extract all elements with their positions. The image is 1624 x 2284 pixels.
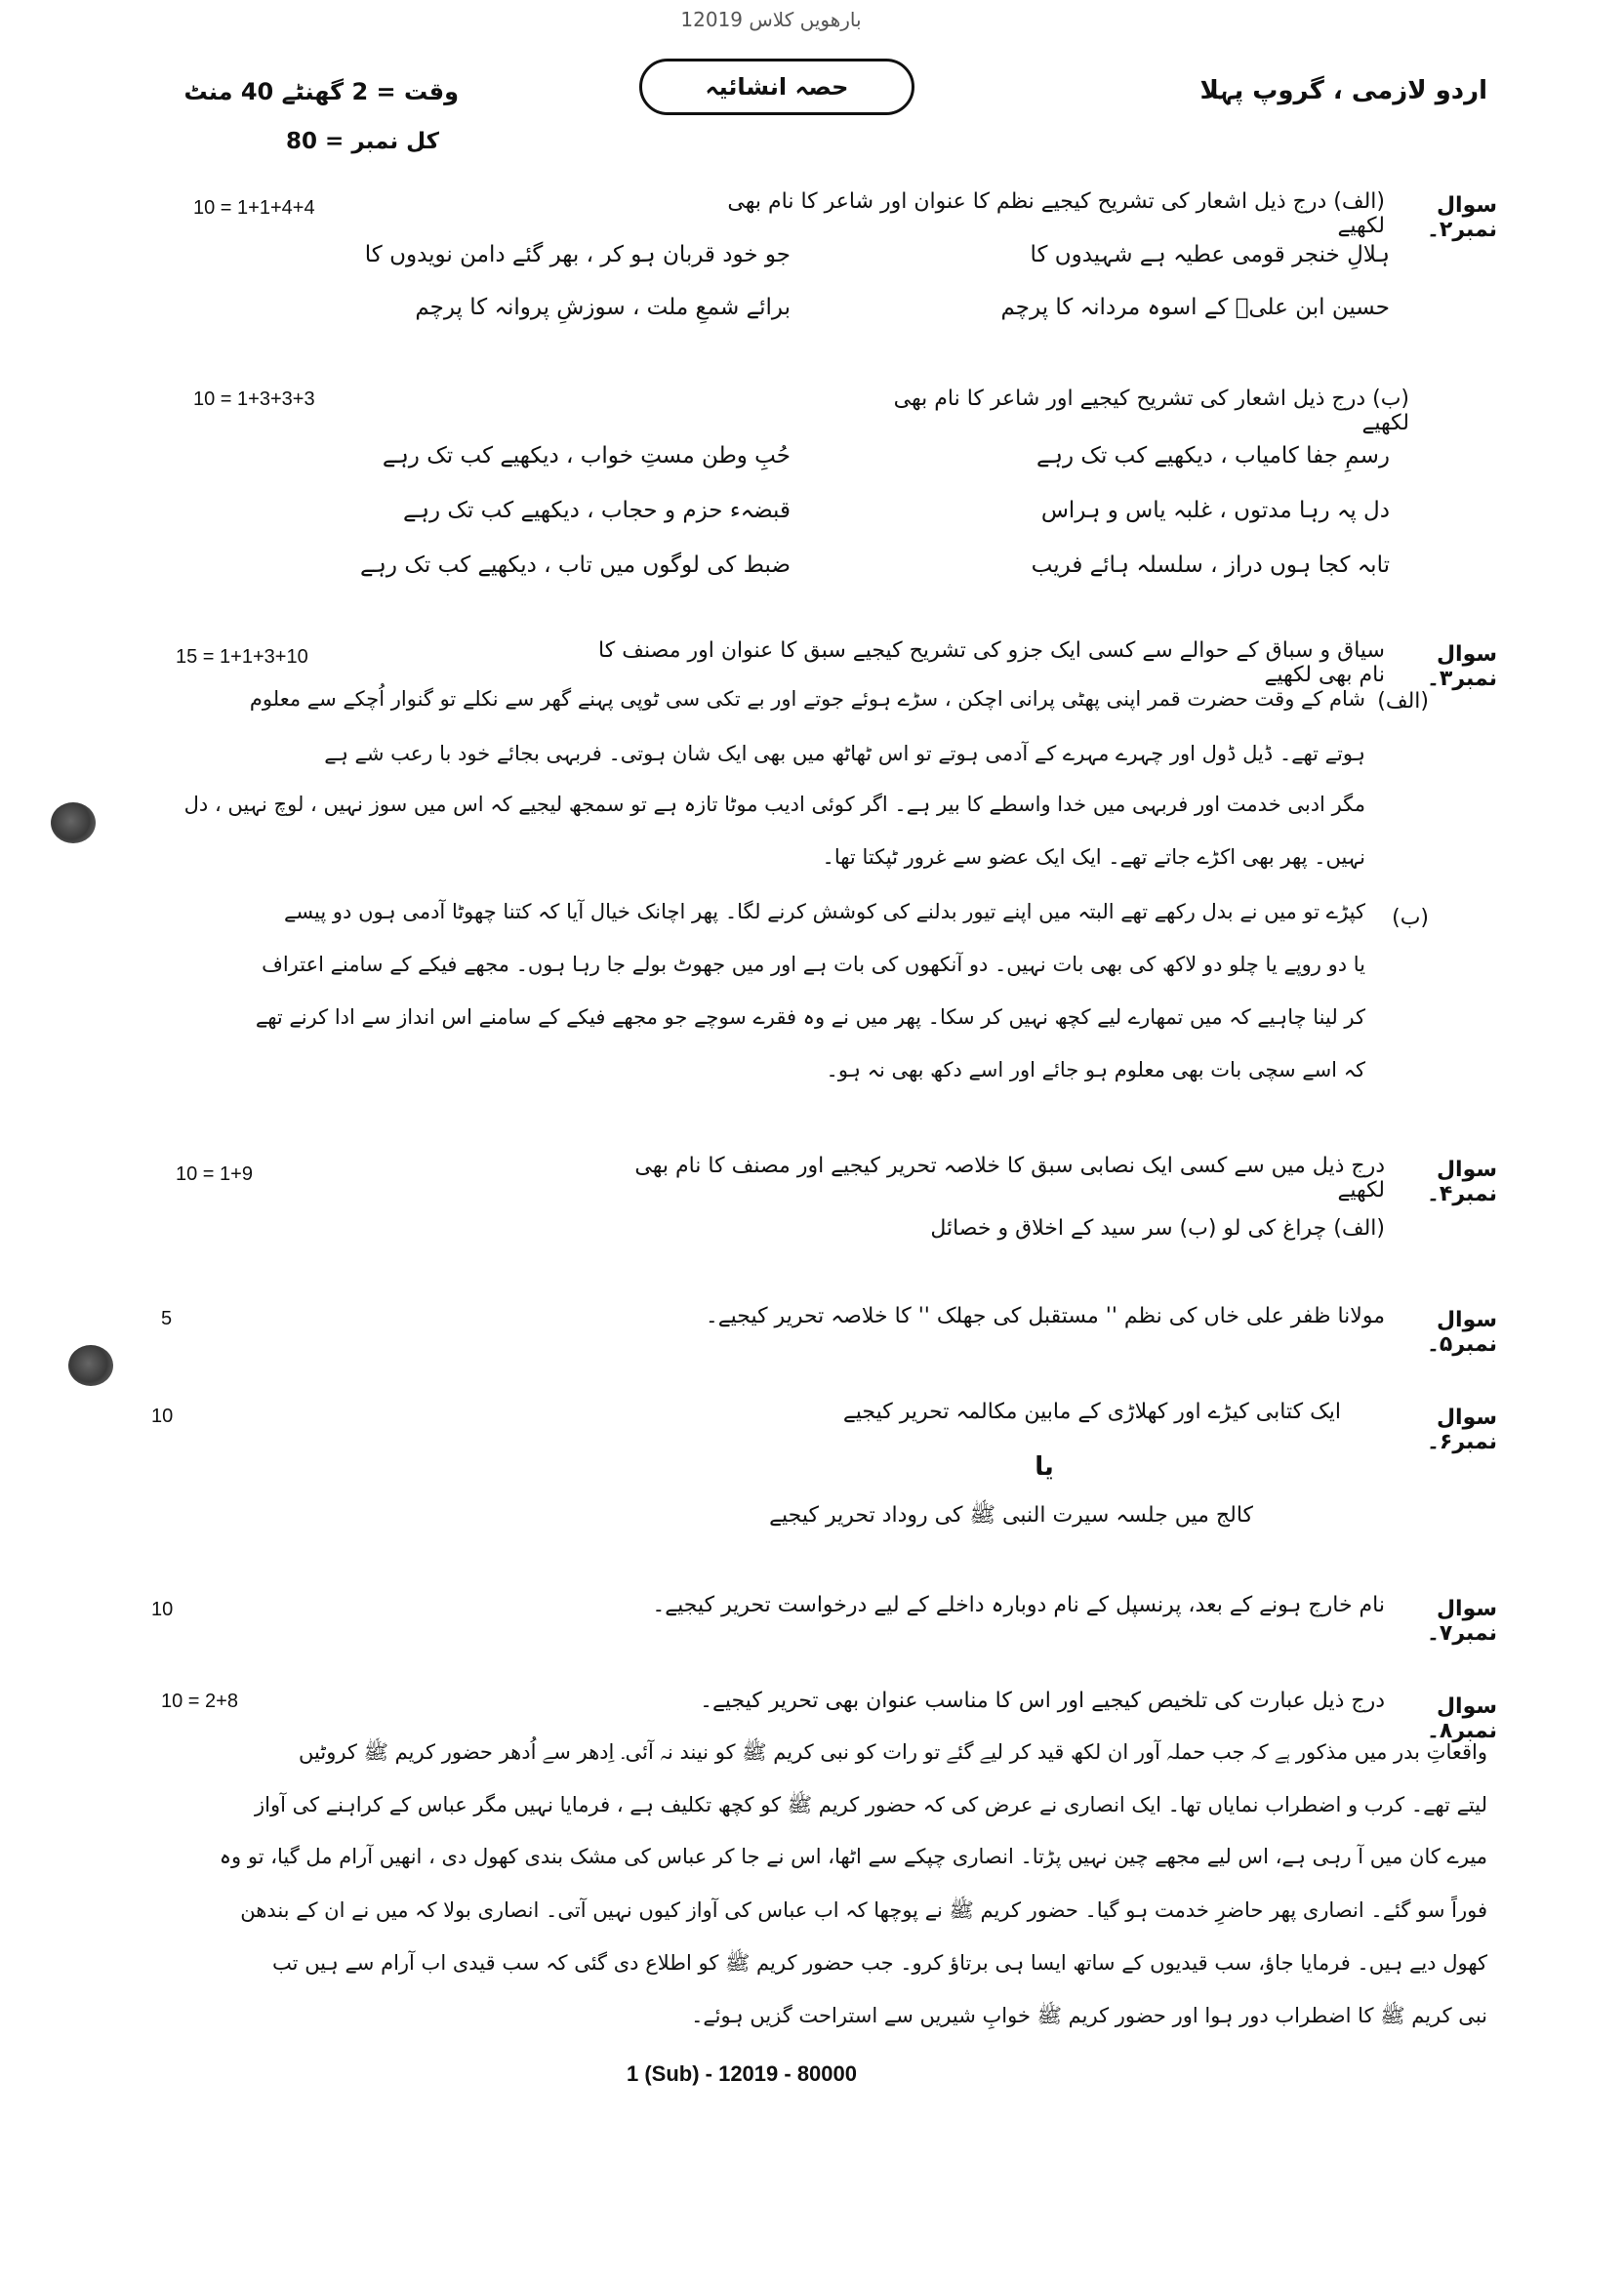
- q4-options: (الف) چراغ کی لو (ب) سر سید کے اخلاق و خصائل: [930, 1216, 1385, 1241]
- q8-line-6: نبی کریم ﷺ کا اضطراب دور ہوا اور حضور کریم ﷺ خوابِ شیریں سے استراحت گزیں ہوئے۔: [691, 2004, 1487, 2027]
- q2b-verse-2-left: قبضہء حزم و حجاب ، دیکھیے کب تک رہے: [402, 498, 791, 523]
- q3a-line-4: نہیں۔ پھر بھی اکڑے جاتے تھے۔ ایک ایک عضو سے غرور ٹپکتا تھا۔: [822, 845, 1365, 869]
- subject-title: اردو لازمی ، گروپ پہلا: [1199, 76, 1487, 105]
- q8-instruction: درج ذیل عبارت کی تلخیص کیجیے اور اس کا مناسب عنوان بھی تحریر کیجیے۔: [700, 1689, 1385, 1713]
- q2a-verse-2-left: برائے شمعِ ملت ، سوزشِ پروانہ کا پرچم: [415, 295, 791, 320]
- q3-marks: 15 = 1+1+3+10: [176, 646, 308, 668]
- q8-line-5: کھول دیے ہیں۔ فرمایا جاؤ، سب قیدیوں کے ساتھ ایسا ہی برتاؤ کرو۔ جب حضور کریم ﷺ کو اطلاع دی گئی کہ سب قیدی اب آرام سے ہیں تب: [272, 1951, 1487, 1975]
- q2a-instruction: (الف) درج ذیل اشعار کی تشریح کیجیے نظم کا عنوان اور شاعر کا نام بھی لکھیے: [727, 189, 1385, 238]
- paper-code: 1 (Sub) - 12019 - 80000: [626, 2061, 857, 2086]
- total-marks: کل نمبر = 80: [286, 129, 439, 154]
- q2b-marks: 10 = 1+3+3+3: [193, 388, 315, 410]
- q3b-line-4: کہ اسے سچی بات بھی معلوم ہو جائے اور اسے دکھ بھی نہ ہو۔: [826, 1058, 1365, 1081]
- q7-marks: 10: [151, 1599, 174, 1620]
- punch-hole-lower: [68, 1345, 113, 1386]
- section-title: حصہ انشائیہ: [705, 73, 849, 101]
- top-strip: بارھویں کلاس 12019: [680, 8, 862, 31]
- q2-label: سوال نمبر۲۔: [1426, 193, 1497, 242]
- q6-or: یا: [1035, 1452, 1054, 1482]
- q2a-verse-2-right: حسین ابن علیؓ کے اسوہ مردانہ کا پرچم: [1000, 295, 1390, 320]
- q3a-line-2: ہوتے تھے۔ ڈیل ڈول اور چہرے مہرے کے آدمی ہوتے تو اس ٹھاٹھ میں بھی ایک شان ہوتی۔ فربہی بجائے خود با رعب شے ہے: [324, 742, 1365, 765]
- q2a-verse-1-right: ہلالِ خنجر قومی عطیہ ہے شہیدوں کا: [1030, 242, 1390, 267]
- q8-marks: 10 = 2+8: [161, 1691, 238, 1712]
- q2b-instruction: (ب) درج ذیل اشعار کی تشریح کیجیے اور شاعر کا نام بھی لکھیے: [893, 387, 1409, 435]
- q5-marks: 5: [161, 1308, 173, 1329]
- q2b-verse-1-right: رسمِ جفا کامیاب ، دیکھیے کب تک رہے: [1036, 443, 1390, 469]
- q4-label: سوال نمبر۴۔: [1426, 1158, 1497, 1206]
- q6-marks: 10: [151, 1406, 174, 1427]
- q3-label: سوال نمبر۳۔: [1426, 642, 1497, 691]
- q8-line-1: واقعاتِ بدر میں مذکور ہے کہ جب حملہ آور ان لکھ قید کر لیے گئے تو رات کو نبی کریم ﷺ کو نیند نہ آئی۔ اِدھر سے اُدھر حضور کریم ﷺ کروٹیں: [299, 1740, 1487, 1764]
- q2b-verse-3-right: تابہ کجا ہوں دراز ، سلسلہ ہائے فریب: [1031, 552, 1390, 578]
- q4-instruction: درج ذیل میں سے کسی ایک نصابی سبق کا خلاصہ تحریر کیجیے اور مصنف کا نام بھی لکھیے: [634, 1154, 1385, 1203]
- q3a-line-1: شام کے وقت حضرت قمر اپنی پھٹی پرانی اچکن ، سڑے ہوئے جوتے اور بے تکی سی ٹوپی پہنے گھر سے نکلے تو گنوار اُچکے سے معلوم: [249, 687, 1365, 711]
- q2b-verse-1-left: حُبِ وطن مستِ خواب ، دیکھیے کب تک رہے: [382, 443, 791, 469]
- q6-text: ایک کتابی کیڑے اور کھلاڑی کے مابین مکالمہ تحریر کیجیے: [842, 1400, 1341, 1424]
- q6-label: سوال نمبر۶۔: [1426, 1406, 1497, 1454]
- q5-text: مولانا ظفر علی خاں کی نظم '' مستقبل کی جھلک '' کا خلاصہ تحریر کیجیے۔: [705, 1304, 1385, 1328]
- q8-line-4: فوراً سو گئے۔ انصاری پھر حاضرِ خدمت ہو گیا۔ حضور کریم ﷺ نے پوچھا کہ اب عباس کی آواز کیوں نہیں آتی۔ انصاری بولا کہ میں نے ان کے بندھن: [240, 1898, 1487, 1922]
- q3-instruction: سیاق و سباق کے حوالے سے کسی ایک جزو کی تشریح کیجیے سبق کا عنوان اور مصنف کا نام بھی لکھیے: [598, 638, 1385, 687]
- q7-text: نام خارج ہونے کے بعد، پرنسپل کے نام دوبارہ داخلے کے لیے درخواست تحریر کیجیے۔: [652, 1593, 1385, 1617]
- q2b-verse-3-left: ضبط کی لوگوں میں تاب ، دیکھیے کب تک رہے: [359, 552, 791, 578]
- section-title-oval: [639, 59, 914, 115]
- time-allowed: وقت = 2 گھنٹے 40 منٹ: [183, 78, 459, 105]
- q2b-verse-2-right: دل پہ رہا مدتوں ، غلبہ یاس و ہراس: [1040, 498, 1390, 523]
- q2a-verse-1-left: جو خود قربان ہو کر ، بھر گئے دامن نویدوں کا: [364, 242, 791, 267]
- q3a-line-3: مگر ادبی خدمت اور فربہی میں خدا واسطے کا بیر ہے۔ اگر کوئی ادیب موٹا تازہ ہے تو سمجھ لیجیے کہ اس میں سوز نہیں ، لوچ نہیں ، دل: [183, 793, 1365, 816]
- q3b-line-2: یا دو روپے یا چلو دو لاکھ کی بھی بات نہیں۔ دو آنکھوں کی بات ہے اور میں جھوٹ بولے جا رہا ہوں۔ مجھے فیکے کے سامنے اعتراف: [262, 953, 1365, 976]
- q8-line-2: لیتے تھے۔ کرب و اضطراب نمایاں تھا۔ ایک انصاری نے عرض کی کہ حضور کریم ﷺ کو کچھ تکلیف ہے ، فرمایا نہیں مگر عباس کے کراہنے کی آواز: [255, 1793, 1487, 1816]
- q4-marks: 10 = 1+9: [176, 1163, 253, 1185]
- q3b-line-3: کر لینا چاہیے کہ میں تمھارے لیے کچھ نہیں کر سکا۔ پھر میں نے وہ فقرے سوچے جو مجھے فیکے کے سامنے اس انداز سے ادا کرنے تھے: [255, 1005, 1365, 1029]
- q7-label: سوال نمبر۷۔: [1426, 1597, 1497, 1646]
- q2a-marks: 10 = 1+1+4+4: [193, 197, 315, 219]
- q8-line-3: میرے کان میں آ رہی ہے، اس لیے مجھے چین نہیں پڑتا۔ انصاری چپکے سے اٹھا، اس نے جا کر عباس کی مشک بندی کھول دی ، انھیں آرام مل گیا، تو وہ: [219, 1845, 1487, 1868]
- q5-label: سوال نمبر۵۔: [1426, 1308, 1497, 1357]
- q3b-line-1: کپڑے تو میں نے بدل رکھے تھے البتہ میں اپنے تیور بدلنے کی کوشش کرنے لگا۔ پھر اچانک خیال آیا کہ کتنا چھوٹا آدمی ہوں دو پیسے: [284, 900, 1365, 923]
- punch-hole-upper: [51, 802, 96, 843]
- q3a-label: (الف): [1377, 689, 1429, 714]
- q8-label: سوال نمبر۸۔: [1426, 1694, 1497, 1743]
- q6-alt: کالج میں جلسہ سیرت النبی ﷺ کی روداد تحریر کیجیے: [769, 1503, 1253, 1528]
- q3b-label: (ب): [1392, 906, 1429, 930]
